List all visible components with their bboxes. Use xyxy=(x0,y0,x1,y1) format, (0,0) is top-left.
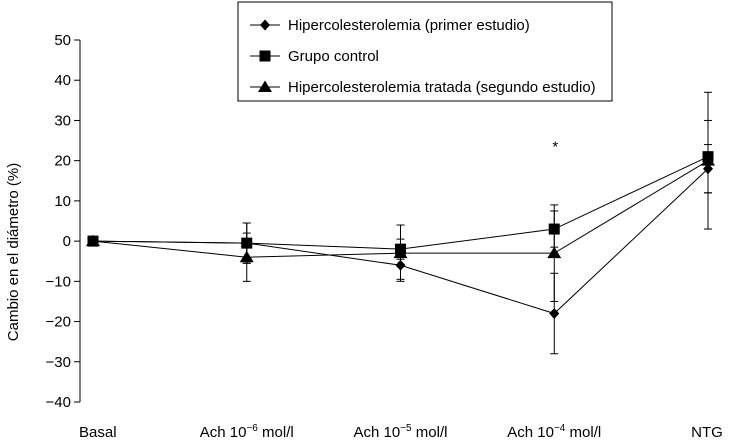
y-tick-label: −20 xyxy=(45,313,71,331)
x-tick-label: Ach $10^{-4}$ mol/l xyxy=(507,423,602,441)
significance-annotation: * xyxy=(552,138,559,156)
plot-area xyxy=(86,92,715,353)
x-tick-label: NTG xyxy=(691,424,723,441)
y-tick-label: 40 xyxy=(54,72,71,90)
y-tick-label: −30 xyxy=(45,353,71,371)
y-tick-label: 30 xyxy=(54,112,71,130)
y-tick-label: 10 xyxy=(54,192,71,210)
legend-label: Grupo control xyxy=(288,48,379,65)
x-tick-label: Ach $10^{-6}$ mol/l xyxy=(199,423,294,441)
y-tick-label: 20 xyxy=(54,152,71,170)
y-tick-label: 50 xyxy=(54,32,71,49)
y-tick-label: −40 xyxy=(45,394,71,411)
y-tick-label: 0 xyxy=(62,233,71,251)
legend-label: Hipercolesterolemia (primer estudio) xyxy=(288,17,530,34)
series-triangle xyxy=(86,92,715,301)
legend-label: Hipercolesterolemia tratada (segundo estudio) xyxy=(288,79,596,96)
x-tick-label: Basal xyxy=(79,424,117,441)
y-tick-label: −10 xyxy=(45,273,71,291)
legend-marker-square xyxy=(260,51,271,62)
data-point-triangle xyxy=(547,247,561,258)
legend xyxy=(238,2,612,101)
x-tick-label: Ach $10^{-5}$ mol/l xyxy=(353,423,448,441)
y-axis-label: Cambio en el diámetro (%) xyxy=(5,162,22,342)
